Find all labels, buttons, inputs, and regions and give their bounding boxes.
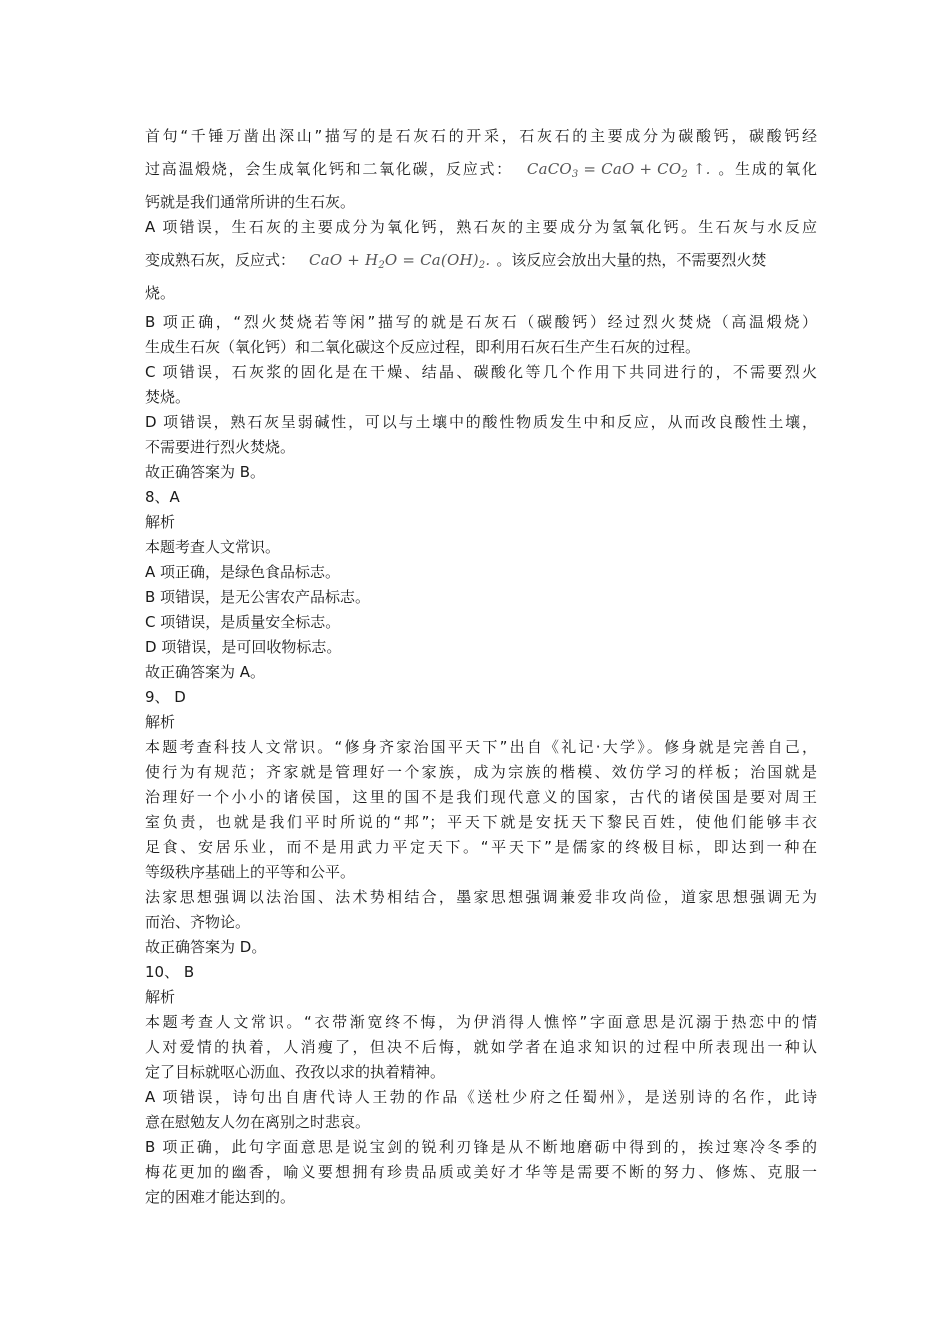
- option-a-line: A 项正确，是绿色食品标志。: [145, 563, 341, 581]
- paragraph-line: 治理好一个小小的诸侯国，这里的国不是我们现代意义的国家，古代的诸侯国是要对周王: [145, 788, 817, 806]
- paragraph-line: 法家思想强调以法治国、法术势相结合，墨家思想强调兼爱非攻尚俭，道家思想强调无为: [145, 888, 817, 906]
- text-segment: 。生成的氧化: [716, 160, 817, 178]
- paragraph-line-with-formula: [145, 240, 817, 281]
- option-b-line: B 项正确，“烈火焚烧若等闲”描写的就是石灰石（碳酸钙）经过烈火焚烧（高温煅烧）: [145, 313, 817, 331]
- option-b-line: B 项正确，此句字面意思是说宝剑的锐利刃锋是从不断地磨砺中得到的，挨过寒冷冬季的: [145, 1138, 817, 1156]
- answer-line: 故正确答案为 D。: [145, 938, 267, 956]
- option-c-line: C 项错误，是质量安全标志。: [145, 613, 341, 631]
- paragraph-line: 使行为有规范；齐家就是管理好一个家族，成为宗族的楷模、效仿学习的样板；治国就是: [145, 763, 817, 781]
- question-number: 10、 B: [145, 963, 195, 981]
- formula-part: CaO + H: [309, 251, 379, 269]
- paragraph-line-with-formula: [145, 149, 817, 190]
- formula-part: O = Ca(OH): [384, 251, 479, 269]
- text-segment: 变成熟石灰，反应式：: [145, 251, 296, 269]
- question-number: 8、A: [145, 488, 180, 506]
- paragraph-line: 而治、齐物论。: [145, 913, 251, 931]
- paragraph-line: 梅花更加的幽香，喻义要想拥有珍贵品质或美好才华等是需要不断的努力、修炼、克服一: [145, 1163, 817, 1181]
- formula-subscript: 2: [378, 260, 385, 271]
- text-segment: 过高温煅烧，会生成氧化钙和二氧化碳，反应式：: [145, 160, 513, 178]
- formula-part: CaCO: [526, 160, 572, 178]
- paragraph-line: 等级秩序基础上的平等和公平。: [145, 863, 356, 881]
- formula-subscript: 2: [478, 260, 486, 271]
- paragraph-line: 足食、安居乐业，而不是用武力平定天下。“平天下”是儒家的终极目标，即达到一种在: [145, 838, 817, 856]
- formula-part: .: [485, 251, 491, 269]
- paragraph-line: 意在慰勉友人勿在离别之时悲哀。: [145, 1113, 371, 1131]
- paragraph-line: 本题考查科技人文常识。“修身齐家治国平天下”出自《礼记·大学》。修身就是完善自己，: [145, 738, 817, 756]
- option-d-line: D 项错误，熟石灰呈弱碱性，可以与土壤中的酸性物质发生中和反应，从而改良酸性土壤，: [145, 413, 817, 431]
- analysis-heading: 解析: [145, 988, 176, 1006]
- answer-line: 故正确答案为 B。: [145, 463, 266, 481]
- document-page: [145, 124, 817, 1210]
- paragraph-line: 不需要进行烈火焚烧。: [145, 438, 296, 456]
- formula-part: = CaO + CO: [578, 160, 682, 178]
- paragraph-line: 首句“千锤万凿出深山”描写的是石灰石的开采，石灰石的主要成分为碳酸钙，碳酸钙经: [145, 127, 817, 145]
- text-segment: 。该反应会放出大量的热，不需要烈火焚: [496, 251, 767, 269]
- option-a-line: A 项错误，生石灰的主要成分为氧化钙，熟石灰的主要成分为氢氧化钙。生石灰与水反应: [145, 218, 817, 236]
- paragraph-line: 人对爱情的执着，人消瘦了，但决不后悔，就如学者在追求知识的过程中所表现出一种认: [145, 1038, 817, 1056]
- paragraph-line: 定了目标就呕心沥血、孜孜以求的执着精神。: [145, 1063, 446, 1081]
- option-c-line: C 项错误，石灰浆的固化是在干燥、结晶、碳酸化等几个作用下共同进行的，不需要烈火: [145, 363, 817, 381]
- paragraph-line: 焚烧。: [145, 388, 191, 406]
- paragraph-line: 钙就是我们通常所讲的生石灰。: [145, 193, 356, 211]
- formula-caco3-decomposition: [527, 149, 711, 190]
- paragraph-line: 烧。: [145, 284, 176, 302]
- formula-part: ↑.: [687, 160, 711, 178]
- question-number: 9、 D: [145, 688, 186, 706]
- analysis-heading: 解析: [145, 513, 176, 531]
- paragraph-line: 本题考查人文常识。: [145, 538, 281, 556]
- formula-cao-hydration: [309, 240, 490, 281]
- option-d-line: D 项错误，是可回收物标志。: [145, 638, 342, 656]
- paragraph-line: 本题考查人文常识。“衣带渐宽终不悔，为伊消得人憔悴”字面意思是沉溺于热恋中的情: [145, 1013, 817, 1031]
- option-b-line: B 项错误，是无公害农产品标志。: [145, 588, 371, 606]
- paragraph-line: 定的困难才能达到的。: [145, 1188, 296, 1206]
- option-a-line: A 项错误，诗句出自唐代诗人王勃的作品《送杜少府之任蜀州》，是送别诗的名作，此诗: [145, 1088, 817, 1106]
- paragraph-line: 生成生石灰（氧化钙）和二氧化碳这个反应过程，即利用石灰石生产生石灰的过程。: [145, 338, 701, 356]
- formula-subscript: 3: [571, 169, 579, 180]
- analysis-heading: 解析: [145, 713, 176, 731]
- answer-line: 故正确答案为 A。: [145, 663, 266, 681]
- paragraph-line: 室负责，也就是我们平时所说的“邦”；平天下就是安抚天下黎民百姓，使他们能够丰衣: [145, 813, 817, 831]
- formula-subscript: 2: [681, 169, 688, 180]
